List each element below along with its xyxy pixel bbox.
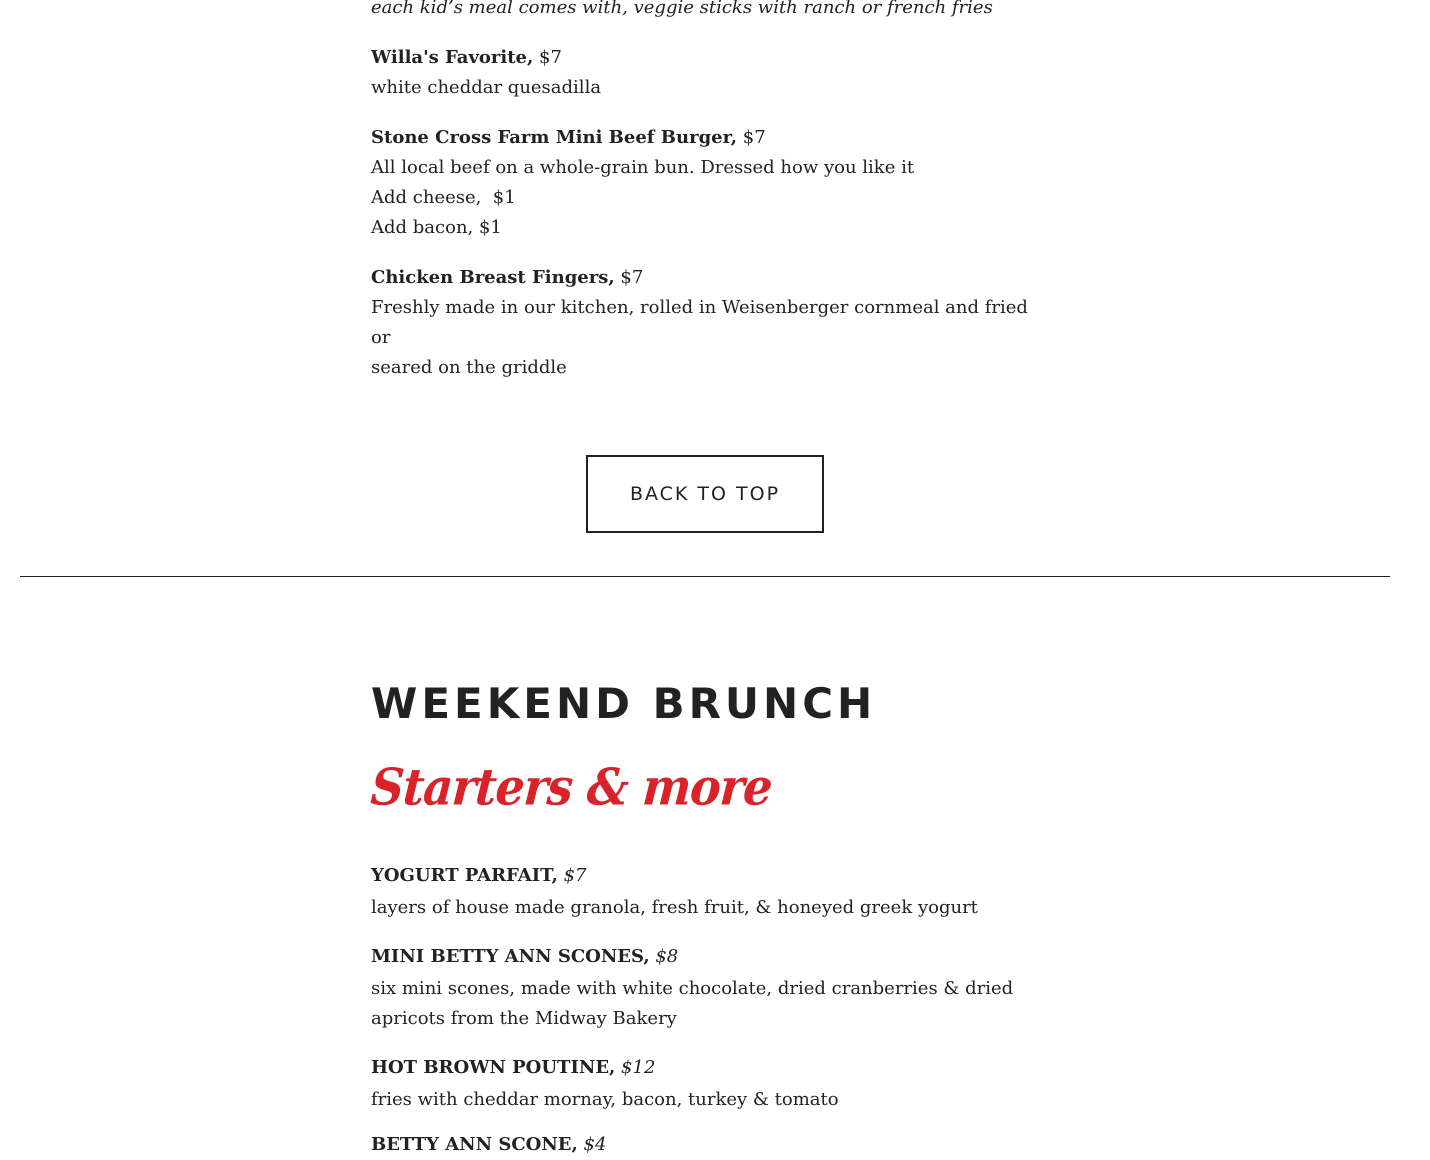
- item-price: $7: [557, 865, 587, 886]
- menu-item-hot-brown-poutine: [371, 1053, 1051, 1115]
- item-desc: white cheddar quesadilla: [371, 77, 602, 98]
- item-name: YOGURT PARFAIT,: [371, 865, 558, 886]
- menu-item-betty-ann-scone: [371, 1130, 1051, 1160]
- item-price: $8: [649, 946, 679, 967]
- menu-item-willas-favorite: [371, 43, 1051, 103]
- item-addon: Add bacon, $1: [371, 217, 502, 238]
- item-desc: fries with cheddar mornay, bacon, turkey & tomato: [371, 1089, 839, 1110]
- item-desc: seared on the griddle: [371, 357, 567, 378]
- item-price: $7: [533, 47, 562, 68]
- section-divider: [20, 576, 1390, 577]
- back-to-top-button[interactable]: BACK TO TOP: [586, 455, 824, 533]
- item-name: Chicken Breast Fingers,: [371, 267, 615, 288]
- item-addon: Add cheese, $1: [371, 187, 516, 208]
- item-price: $7: [737, 127, 766, 148]
- item-name: HOT BROWN POUTINE,: [371, 1057, 616, 1078]
- item-desc: All local beef on a whole-grain bun. Dressed how you like it: [371, 157, 915, 178]
- menu-item-yogurt-parfait: [371, 861, 1051, 923]
- item-name: Willa's Favorite,: [371, 47, 534, 68]
- section-subtitle: Starters & more: [368, 757, 774, 817]
- menu-item-chicken-fingers: [371, 263, 1051, 383]
- item-desc: layers of house made granola, fresh fruit, & honeyed greek yogurt: [371, 897, 978, 918]
- menu-item-mini-beef-burger: [371, 123, 1051, 243]
- section-title: WEEKEND BRUNCH: [371, 679, 877, 728]
- item-desc: apricots from the Midway Bakery: [371, 1008, 677, 1029]
- item-name: Stone Cross Farm Mini Beef Burger,: [371, 127, 738, 148]
- item-price: $7: [614, 267, 644, 288]
- item-price: $4: [577, 1134, 607, 1155]
- item-name: MINI BETTY ANN SCONES,: [371, 946, 650, 967]
- item-price: $12: [615, 1057, 656, 1078]
- item-desc: six mini scones, made with white chocolate, dried cranberries & dried: [371, 978, 1014, 999]
- kids-meal-note: each kid’s meal comes with, veggie sticks with ranch or french fries: [371, 0, 993, 18]
- menu-item-mini-scones: [371, 942, 1051, 1034]
- item-name: BETTY ANN SCONE,: [371, 1134, 578, 1155]
- item-desc: Freshly made in our kitchen, rolled in Weisenberger cornmeal and fried or: [371, 297, 1028, 348]
